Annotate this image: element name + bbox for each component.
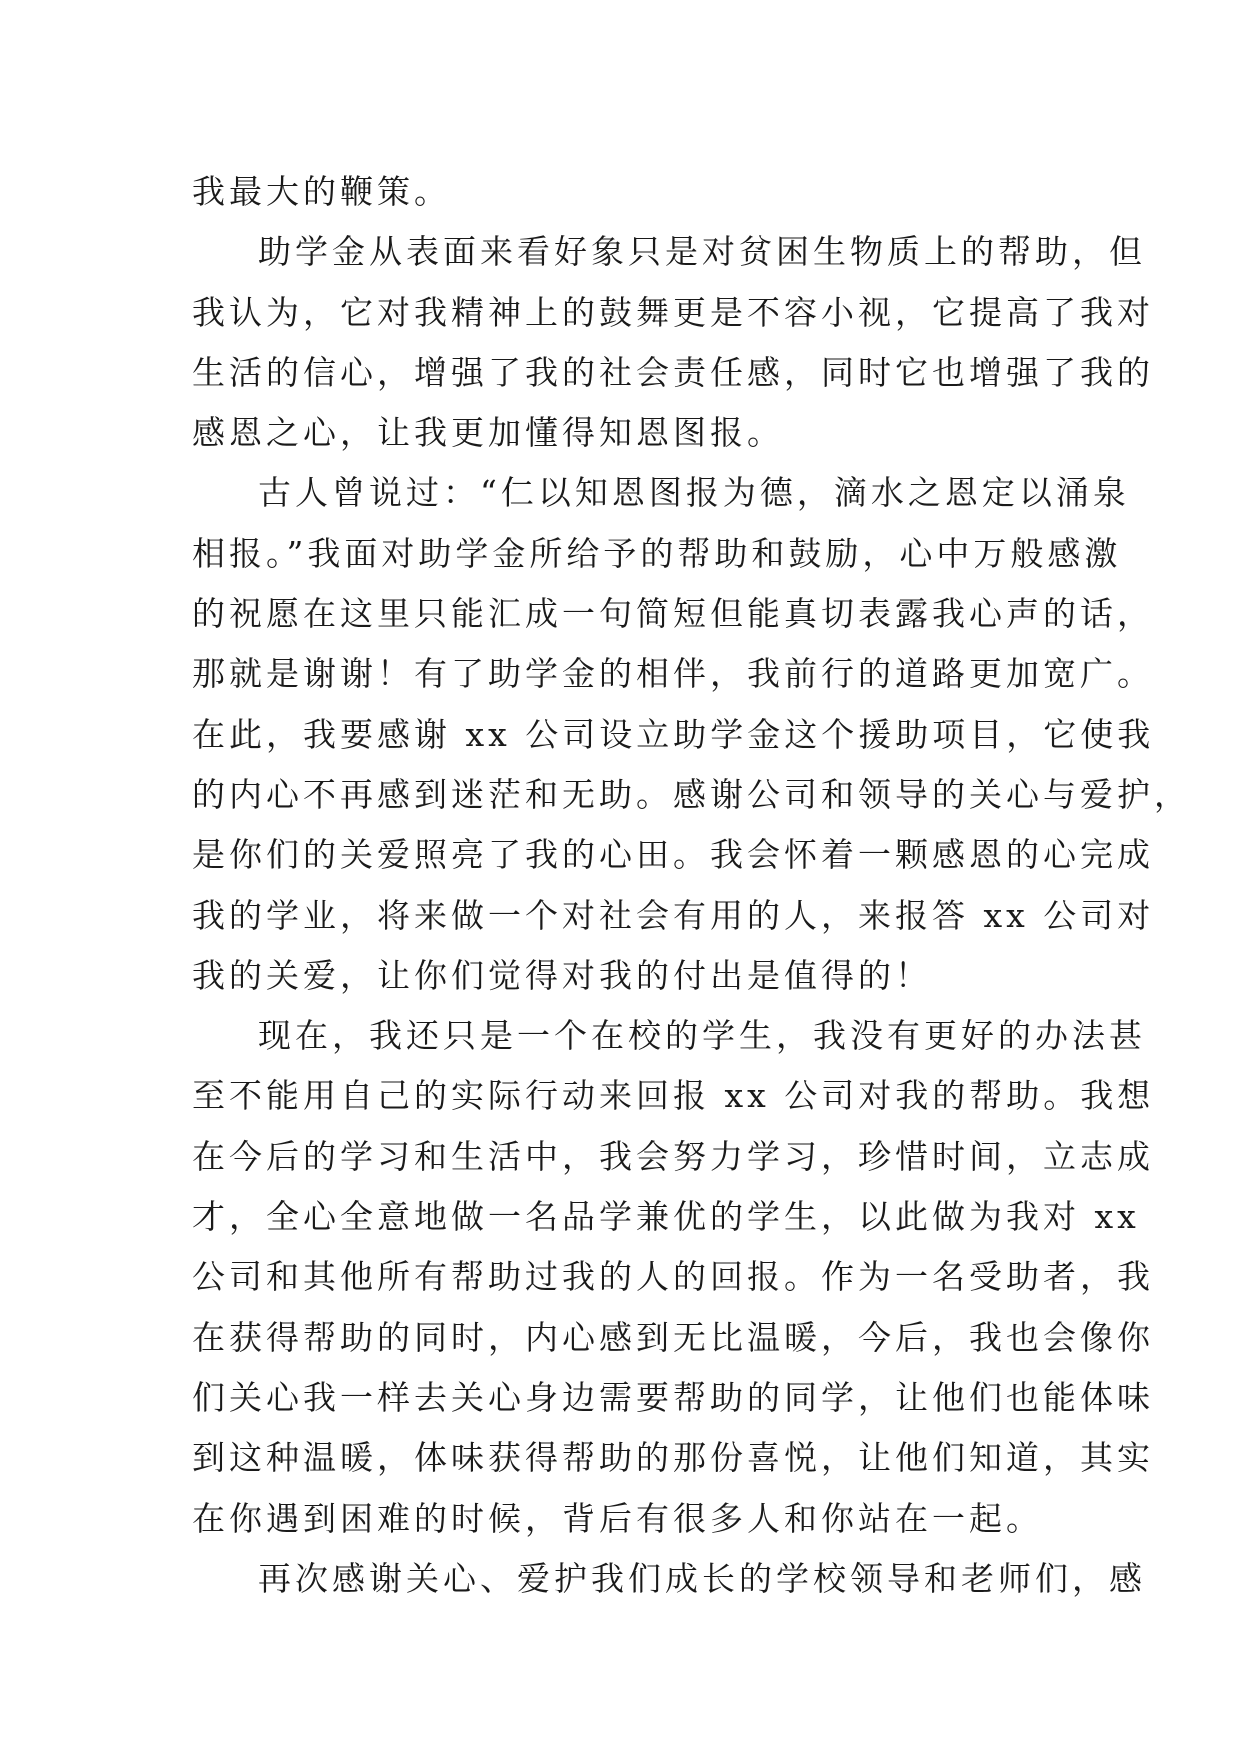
text-line: 至不能用自己的实际行动来回报 xx 公司对我的帮助。我想: [192, 1076, 1155, 1116]
text-line: 公司和其他所有帮助过我的人的回报。作为一名受助者，我: [192, 1257, 1154, 1297]
text-line: 相报。”我面对助学金所给予的帮助和鼓励，心中万般感激: [192, 533, 1122, 573]
text-line: 在今后的学习和生活中，我会努力学习，珍惜时间，立志成: [192, 1136, 1154, 1176]
text-line: 我的关爱，让你们觉得对我的付出是值得的！: [192, 955, 932, 995]
text-line: 们关心我一样去关心身边需要帮助的同学，让他们也能体味: [192, 1377, 1154, 1417]
text-line: 那就是谢谢！有了助学金的相伴，我前行的道路更加宽广。: [192, 654, 1154, 694]
body-text: [192, 162, 1191, 1609]
text-line: 我的学业，将来做一个对社会有用的人，来报答 xx 公司对: [192, 895, 1155, 935]
text-line: 在你遇到困难的时候，背后有很多人和你站在一起。: [192, 1498, 1043, 1538]
text-line: 生活的信心，增强了我的社会责任感，同时它也增强了我的: [192, 352, 1154, 392]
text-line: 在此，我要感谢 xx 公司设立助学金这个援助项目，它使我: [192, 714, 1155, 754]
text-line: 才，全心全意地做一名品学兼优的学生，以此做为我对 xx: [192, 1197, 1140, 1237]
paragraph-first-line: 再次感谢关心、爱护我们成长的学校领导和老师们，感: [258, 1558, 1146, 1598]
paragraph-first-line: 现在，我还只是一个在校的学生，我没有更好的办法甚: [258, 1016, 1146, 1056]
text-line: 是你们的关爱照亮了我的心田。我会怀着一颗感恩的心完成: [192, 835, 1154, 875]
paragraph-first-line: 助学金从表面来看好象只是对贫困生物质上的帮助，但: [258, 232, 1146, 272]
text-line: 感恩之心，让我更加懂得知恩图报。: [192, 413, 784, 453]
text-line: 的祝愿在这里只能汇成一句简短但能真切表露我心声的话，: [192, 594, 1154, 634]
text-line: 我最大的鞭策。: [192, 172, 451, 211]
text-line: 我认为，它对我精神上的鼓舞更是不容小视，它提高了我对: [192, 292, 1154, 332]
text-line: 的内心不再感到迷茫和无助。感谢公司和领导的关心与爱护，: [192, 774, 1191, 814]
paragraph-first-line: 古人曾说过：“仁以知恩图报为德，滴水之恩定以涌泉: [258, 473, 1130, 513]
text-line: 在获得帮助的同时，内心感到无比温暖，今后，我也会像你: [192, 1317, 1154, 1357]
text-line: 到这种温暖，体味获得帮助的那份喜悦，让他们知道，其实: [192, 1438, 1154, 1478]
